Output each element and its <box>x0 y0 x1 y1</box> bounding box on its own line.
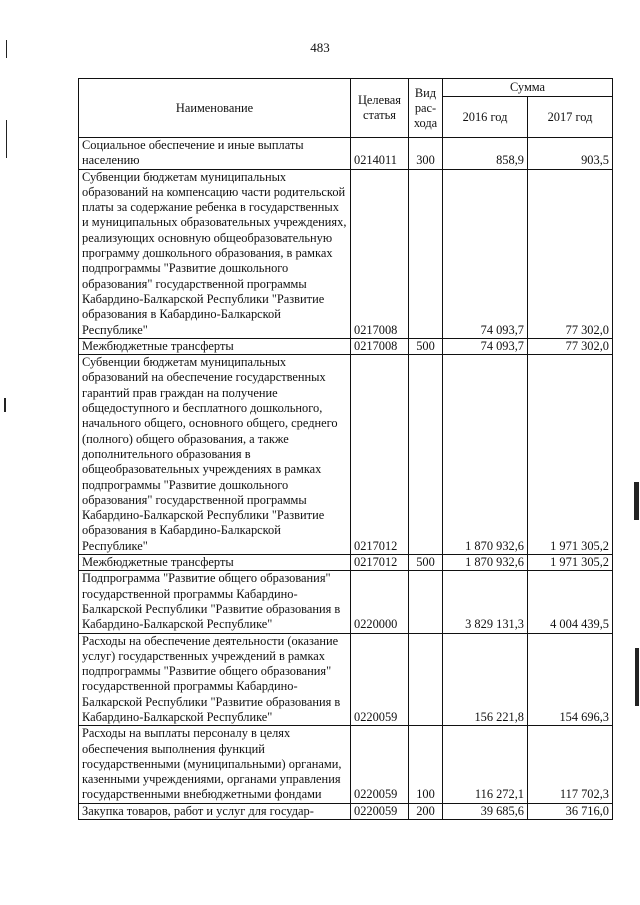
row-sum-2017: 77 302,0 <box>528 169 613 338</box>
row-sum-2017: 36 716,0 <box>528 803 613 819</box>
row-target-article: 0220059 <box>351 633 409 726</box>
row-expense-kind <box>409 633 443 726</box>
table-row <box>79 633 613 726</box>
header-name: Наименование <box>79 79 351 138</box>
row-name: Закупка товаров, работ и услуг для государ- <box>79 803 351 819</box>
row-sum-2017: 1 971 305,2 <box>528 555 613 571</box>
row-sum-2017: 117 702,3 <box>528 726 613 803</box>
right-margin-mark <box>635 648 639 706</box>
table-row <box>79 338 613 354</box>
row-sum-2016: 1 870 932,6 <box>443 355 528 555</box>
left-margin-mark <box>6 40 7 58</box>
row-name: Субвенции бюджетам муниципальных образований на компенсацию части родительской платы за содержание ребенка в государственных и муниципальных образовательных учреждениях, реализующих основную общеобразовательную программу дошкольного образования, в рамках подпрограммы "Развитие дошкольного образования" государственной программы Кабардино-Балкарской Республики "Развитие образования в Кабардино-Балкарской Республике" <box>79 169 351 338</box>
row-sum-2017: 903,5 <box>528 138 613 170</box>
row-name: Межбюджетные трансферты <box>79 338 351 354</box>
row-expense-kind: 500 <box>409 338 443 354</box>
header-sum: Сумма <box>443 79 613 97</box>
header-target-article: Целевая статья <box>351 79 409 138</box>
row-sum-2016: 156 221,8 <box>443 633 528 726</box>
row-sum-2017: 77 302,0 <box>528 338 613 354</box>
header-row <box>79 79 613 97</box>
table-row <box>79 355 613 555</box>
row-expense-kind <box>409 355 443 555</box>
row-expense-kind <box>409 571 443 633</box>
row-target-article: 0217012 <box>351 555 409 571</box>
header-year-2016: 2016 год <box>443 97 528 138</box>
row-name: Подпрограмма "Развитие общего образования" государственной программы Кабардино-Балкарской Республики "Развитие образования в Кабардино-Балкарской Республике" <box>79 571 351 633</box>
page-number: 483 <box>310 40 330 55</box>
row-target-article: 0220059 <box>351 803 409 819</box>
row-sum-2017: 154 696,3 <box>528 633 613 726</box>
row-expense-kind: 100 <box>409 726 443 803</box>
row-sum-2016: 39 685,6 <box>443 803 528 819</box>
row-target-article: 0214011 <box>351 138 409 170</box>
table-row <box>79 138 613 170</box>
row-target-article: 0220000 <box>351 571 409 633</box>
table-row <box>79 571 613 633</box>
table-row <box>79 169 613 338</box>
row-sum-2016: 3 829 131,3 <box>443 571 528 633</box>
left-margin-mark <box>6 120 7 158</box>
row-expense-kind <box>409 169 443 338</box>
row-name: Социальное обеспечение и иные выплаты населению <box>79 138 351 170</box>
left-margin-mark <box>4 398 6 412</box>
right-margin-mark <box>634 482 639 520</box>
row-name: Субвенции бюджетам муниципальных образований на обеспечение государственных гарантий прав граждан на получение общедоступного и бесплатного дошкольного, начального общего, основного общего, среднего (полного) общего образования, а также дополнительного образования в общеобразовательных учреждениях в рамках подпрограммы "Развитие дошкольного образования" государственной программы Кабардино-Балкарской Республики "Развитие образования в Кабардино-Балкарской Республике" <box>79 355 351 555</box>
row-sum-2016: 116 272,1 <box>443 726 528 803</box>
row-name: Межбюджетные трансферты <box>79 555 351 571</box>
header-year-2017: 2017 год <box>528 97 613 138</box>
row-sum-2017: 4 004 439,5 <box>528 571 613 633</box>
row-target-article: 0217008 <box>351 338 409 354</box>
table-row <box>79 555 613 571</box>
row-name: Расходы на обеспечение деятельности (оказание услуг) государственных учреждений в рамках подпрограммы "Развитие общего образования" государственной программы Кабардино-Балкарской Республики "Развитие образования в Кабардино-Балкарской Республике" <box>79 633 351 726</box>
table-row <box>79 803 613 819</box>
row-sum-2016: 74 093,7 <box>443 338 528 354</box>
row-expense-kind: 300 <box>409 138 443 170</box>
budget-table <box>78 78 613 820</box>
row-target-article: 0217008 <box>351 169 409 338</box>
row-expense-kind: 200 <box>409 803 443 819</box>
row-target-article: 0220059 <box>351 726 409 803</box>
header-expense-kind: Вид рас-хода <box>409 79 443 138</box>
row-sum-2016: 1 870 932,6 <box>443 555 528 571</box>
table-row <box>79 726 613 803</box>
row-expense-kind: 500 <box>409 555 443 571</box>
row-target-article: 0217012 <box>351 355 409 555</box>
row-sum-2016: 74 093,7 <box>443 169 528 338</box>
row-sum-2016: 858,9 <box>443 138 528 170</box>
row-name: Расходы на выплаты персоналу в целях обеспечения выполнения функций государственными (муниципальными) органами, казенными учреждениями, органами управления государственными внебюджетными фондами <box>79 726 351 803</box>
row-sum-2017: 1 971 305,2 <box>528 355 613 555</box>
